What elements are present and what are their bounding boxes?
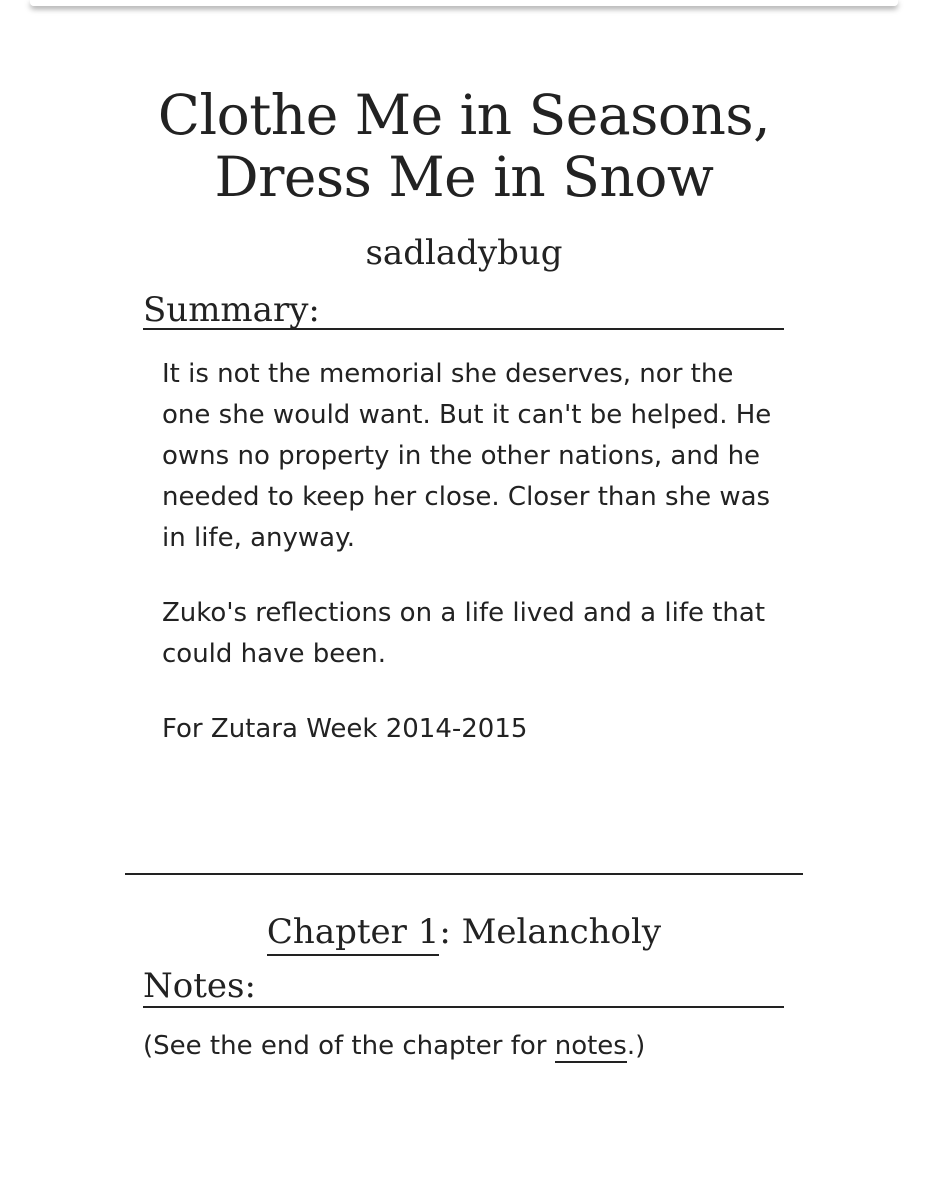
page-top-edge: [30, 0, 898, 6]
work-title-line-2: Dress Me in Snow: [214, 145, 714, 209]
chapter-title: [100, 908, 828, 956]
summary-paragraph: For Zutara Week 2014-2015: [162, 714, 528, 744]
chapter-name: Melancholy: [461, 912, 662, 952]
summary-body: [162, 354, 782, 750]
summary-paragraph: It is not the memorial she deserves, nor the one she would want. But it can't be helped. He owns no property in the other nations, and he needed to keep her close. Closer than she was in life, anyway.: [162, 359, 772, 553]
work-title-line-1: Clothe Me in Seasons,: [157, 83, 771, 147]
chapter-separator: :: [439, 912, 462, 952]
notes-text-before: (See the end of the chapter for: [143, 1031, 555, 1061]
summary-paragraph: Zuko's reflections on a life lived and a life that could have been.: [162, 598, 766, 669]
notes-text-after: .): [626, 1031, 646, 1061]
notes-link[interactable]: notes: [554, 1031, 627, 1061]
notes-body: [143, 1026, 793, 1066]
notes-heading: Notes:: [143, 966, 784, 1008]
summary-heading: Summary:: [143, 290, 784, 330]
section-divider: [125, 873, 803, 875]
author-name: sadladybug: [365, 233, 563, 273]
work-title: [100, 84, 828, 208]
chapter-link[interactable]: Chapter 1: [267, 912, 439, 956]
